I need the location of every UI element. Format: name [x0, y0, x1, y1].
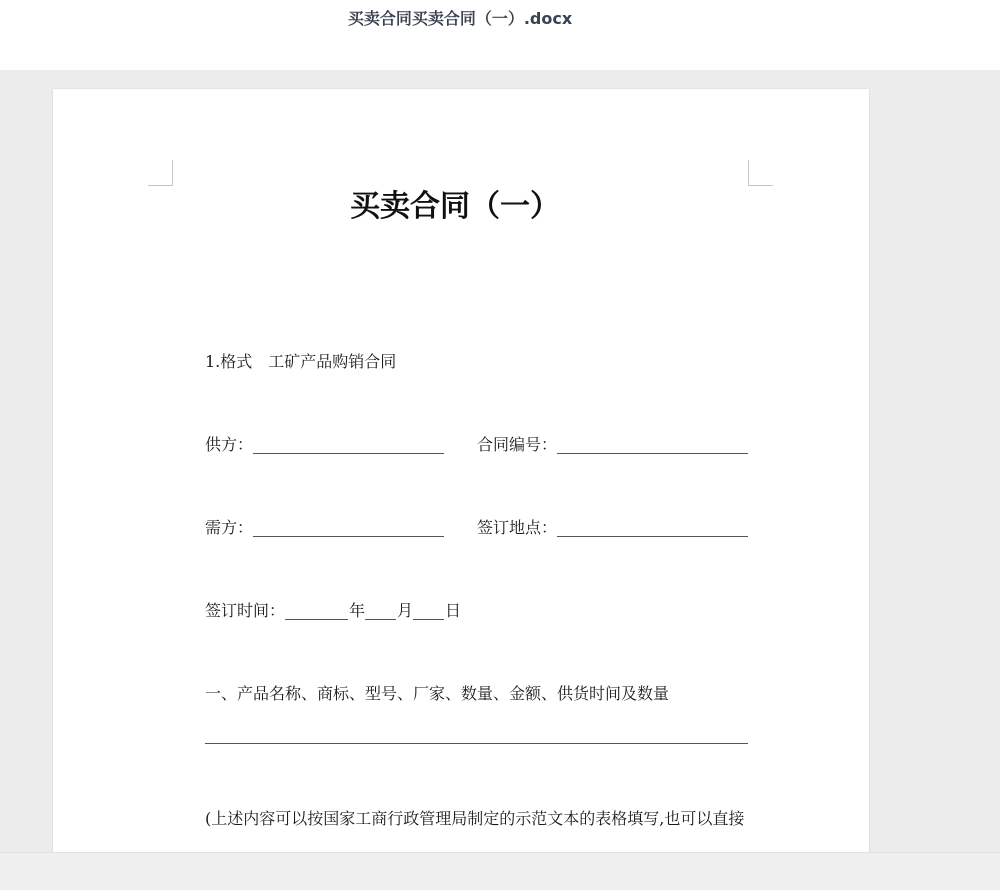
supplier-blank [253, 453, 444, 454]
sign-time-row [205, 600, 748, 622]
format-line-text: 1.格式 工矿产品购销合同 [205, 352, 397, 371]
file-name: 买卖合同买卖合同（一）.docx [347, 9, 573, 28]
month-label: 月 [397, 601, 414, 620]
document-title: 买卖合同（一） [350, 189, 560, 224]
margin-mark-top-right-vertical [748, 160, 749, 185]
document-viewer[interactable] [0, 70, 1000, 852]
month-blank [365, 619, 396, 620]
sign-time-label: 签订时间： [205, 601, 286, 620]
title-bar [0, 0, 1000, 70]
note-paragraph [205, 808, 748, 830]
document-page [53, 89, 869, 852]
margin-mark-top-left-horizontal [148, 185, 173, 186]
contract-no-blank [557, 453, 748, 454]
contract-no-label: 合同编号： [477, 435, 558, 454]
supplier-label: 供方： [205, 435, 254, 454]
bottom-bar [0, 852, 1000, 890]
sign-place-label: 签订地点： [477, 518, 558, 537]
section-1-fill-line [205, 743, 748, 744]
margin-mark-top-right-horizontal [748, 185, 773, 186]
buyer-label: 需方： [205, 518, 254, 537]
format-line [205, 351, 748, 373]
year-label: 年 [349, 601, 366, 620]
section-1-text: 一、产品名称、商标、型号、厂家、数量、金额、供货时间及数量 [205, 684, 670, 703]
buyer-blank [253, 536, 444, 537]
margin-mark-top-left-vertical [172, 160, 173, 185]
section-1-heading [205, 683, 748, 705]
day-blank [413, 619, 444, 620]
sign-place-blank [557, 536, 748, 537]
note-text: (上述内容可以按国家工商行政管理局制定的示范文本的表格填写,也可以直接 [205, 809, 745, 828]
day-label: 日 [445, 601, 462, 620]
year-blank [285, 619, 348, 620]
supplier-row [205, 434, 748, 456]
buyer-row [205, 517, 748, 539]
